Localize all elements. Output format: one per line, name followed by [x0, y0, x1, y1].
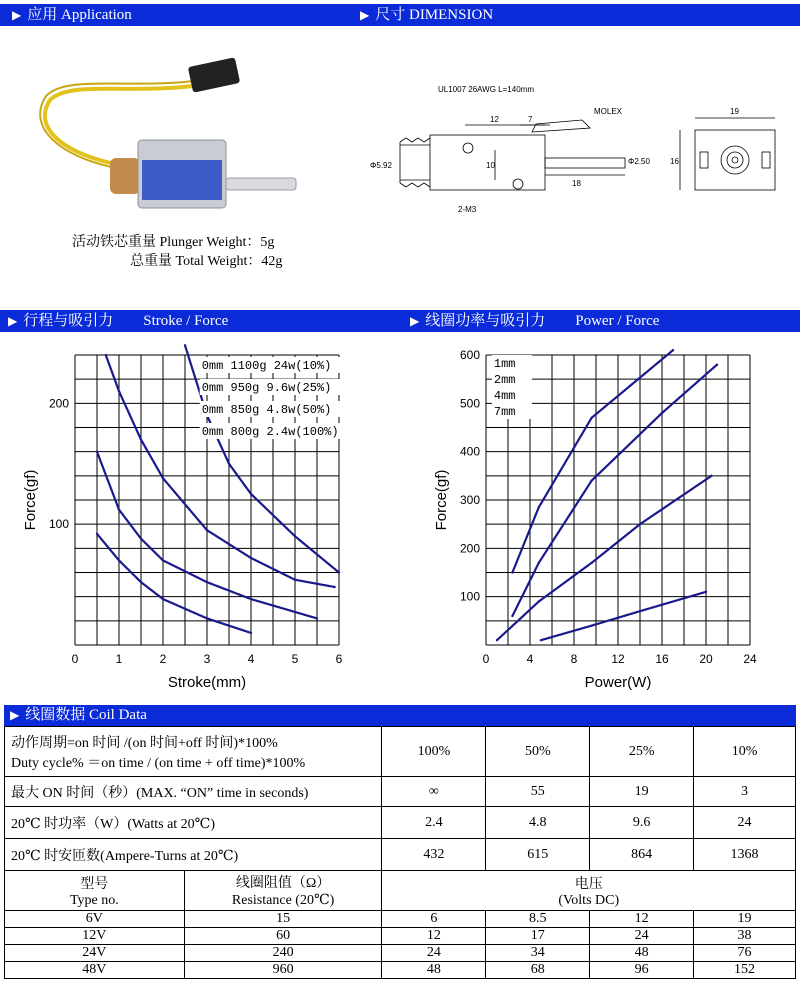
x-axis-label: Power(W)	[584, 674, 652, 691]
data-point	[250, 493, 252, 495]
legend-entry: 4mm	[493, 389, 516, 403]
table-row: 24V 240 24 34 48 76	[5, 945, 796, 962]
data-point	[590, 479, 592, 481]
legend-entry: 0mm 1100g 24w(10%)	[201, 359, 332, 373]
data-point	[118, 508, 120, 510]
data-point	[333, 586, 335, 588]
legend-entry: 1mm	[493, 357, 516, 371]
data-point	[206, 617, 208, 619]
svg-text:Φ2.50: Φ2.50	[628, 157, 650, 166]
data-point	[705, 591, 707, 593]
y-tick-label: 200	[459, 541, 480, 556]
y-tick-label: 300	[459, 493, 480, 507]
svg-text:16: 16	[670, 157, 679, 166]
y-tick-label: 200	[48, 396, 69, 411]
data-point	[105, 354, 107, 356]
data-point	[96, 450, 98, 452]
data-point	[538, 562, 540, 564]
series-line	[512, 350, 673, 572]
application-header: ▶ 应用 Application	[12, 7, 132, 23]
section-bar-middle	[0, 310, 800, 332]
data-point	[206, 581, 208, 583]
legend-entry: 0mm 800g 2.4w(100%)	[201, 425, 339, 439]
data-point	[511, 615, 513, 617]
duty-row: 动作周期=on 时间 /(on 时间+off 时间)*100% Duty cycle% ＝on time / (on time + off time)*100% 100% 50% 25% 10%	[5, 727, 796, 777]
section-bar-top	[0, 4, 800, 26]
legend-entry: 0mm 850g 4.8w(50%)	[201, 403, 332, 417]
max-on-row: 最大 ON 时间（秒）(MAX. “ON” time in seconds) ∞ 55 19 3	[5, 777, 796, 807]
solenoid-photo	[30, 40, 310, 220]
dimension-drawing	[350, 80, 800, 230]
data-point	[538, 600, 540, 602]
data-point	[710, 475, 712, 477]
plunger-weight: 活动铁芯重量 Plunger Weight：5g	[72, 235, 275, 250]
data-point	[250, 557, 252, 559]
data-point	[162, 477, 164, 479]
svg-text:19: 19	[730, 107, 739, 116]
data-point	[118, 390, 120, 392]
data-point	[140, 581, 142, 583]
data-point	[661, 412, 663, 414]
y-tick-label: 100	[48, 517, 69, 532]
data-point	[140, 537, 142, 539]
x-tick-label: 4	[526, 652, 534, 666]
data-point	[316, 617, 318, 619]
coil-data-table	[4, 726, 796, 979]
data-point	[540, 639, 542, 641]
data-point	[716, 363, 718, 365]
x-tick-label: 0	[71, 652, 79, 666]
ampere-turns-row: 20℃ 时安匝数(Ampere-Turns at 20℃) 432 615 864 1368	[5, 839, 796, 871]
total-weight: 总重量 Total Weight：42g	[130, 254, 283, 269]
x-tick-label: 2	[159, 652, 167, 666]
stroke-force-chart	[0, 340, 400, 700]
svg-text:UL1007 26AWG L=140mm: UL1007 26AWG L=140mm	[438, 85, 534, 94]
data-point	[162, 598, 164, 600]
data-point	[206, 529, 208, 531]
y-tick-label: 600	[459, 348, 480, 362]
table-row: 12V 60 12 17 24 38	[5, 928, 796, 945]
legend-entry: 0mm 950g 9.6w(25%)	[201, 381, 332, 395]
svg-text:Φ5.92: Φ5.92	[370, 161, 392, 170]
svg-text:18: 18	[572, 179, 581, 188]
svg-text:10: 10	[486, 161, 495, 170]
svg-text:12: 12	[490, 115, 499, 124]
data-point	[590, 417, 592, 419]
x-tick-label: 4	[247, 652, 255, 666]
x-tick-label: 16	[655, 652, 669, 666]
x-tick-label: 0	[482, 652, 490, 666]
dimension-header: ▶ 尺寸 DIMENSION	[360, 7, 494, 23]
watts-row: 20℃ 时功率（W）(Watts at 20℃) 2.4 4.8 9.6 24	[5, 807, 796, 839]
y-tick-label: 100	[459, 589, 480, 604]
x-tick-label: 5	[291, 652, 299, 666]
data-point	[338, 571, 340, 573]
data-point	[590, 562, 592, 564]
data-point	[250, 598, 252, 600]
x-tick-label: 12	[611, 652, 625, 666]
svg-text:7: 7	[528, 115, 533, 124]
x-tick-label: 6	[335, 652, 343, 666]
data-point	[590, 624, 592, 626]
power-force-chart	[400, 340, 800, 700]
x-tick-label: 20	[699, 652, 713, 666]
data-point	[294, 535, 296, 537]
type-header-row: 型号 Type no. 线圈阻值（Ω） Resistance (20℃) 电压 (Volts DC)	[5, 871, 796, 911]
data-point	[162, 559, 164, 561]
data-point	[228, 463, 230, 465]
svg-text:2-M3: 2-M3	[458, 205, 477, 214]
y-axis-label: Force(gf)	[22, 469, 39, 531]
coil-data-header: ▶ 线圈数据 Coil Data	[4, 705, 796, 726]
table-row: 6V 15 6 8.5 12 19	[5, 911, 796, 928]
legend-entry: 2mm	[493, 373, 516, 387]
svg-text:MOLEX: MOLEX	[594, 107, 623, 116]
x-tick-label: 3	[203, 652, 211, 666]
table-row: 48V 960 48 68 96 152	[5, 962, 796, 979]
data-point	[294, 579, 296, 581]
data-point	[496, 639, 498, 641]
legend-entry: 7mm	[493, 405, 516, 419]
stroke-force-header: ▶ 行程与吸引力 Stroke / Force	[8, 313, 229, 329]
data-point	[511, 571, 513, 573]
data-point	[96, 533, 98, 535]
data-point	[250, 632, 252, 634]
data-point	[538, 506, 540, 508]
y-tick-label: 500	[459, 396, 480, 411]
data-point	[639, 610, 641, 612]
data-point	[639, 523, 641, 525]
y-axis-label: Force(gf)	[433, 469, 450, 531]
data-point	[672, 349, 674, 351]
series-line	[541, 592, 706, 640]
data-point	[184, 344, 186, 346]
data-point	[140, 438, 142, 440]
x-axis-label: Stroke(mm)	[167, 674, 247, 691]
x-tick-label: 1	[115, 652, 123, 666]
power-force-header: ▶ 线圈功率与吸引力 Power / Force	[410, 313, 660, 329]
x-tick-label: 24	[743, 652, 757, 666]
series-line	[512, 365, 717, 616]
y-tick-label: 400	[459, 444, 480, 459]
x-tick-label: 8	[570, 652, 578, 666]
data-point	[118, 559, 120, 561]
